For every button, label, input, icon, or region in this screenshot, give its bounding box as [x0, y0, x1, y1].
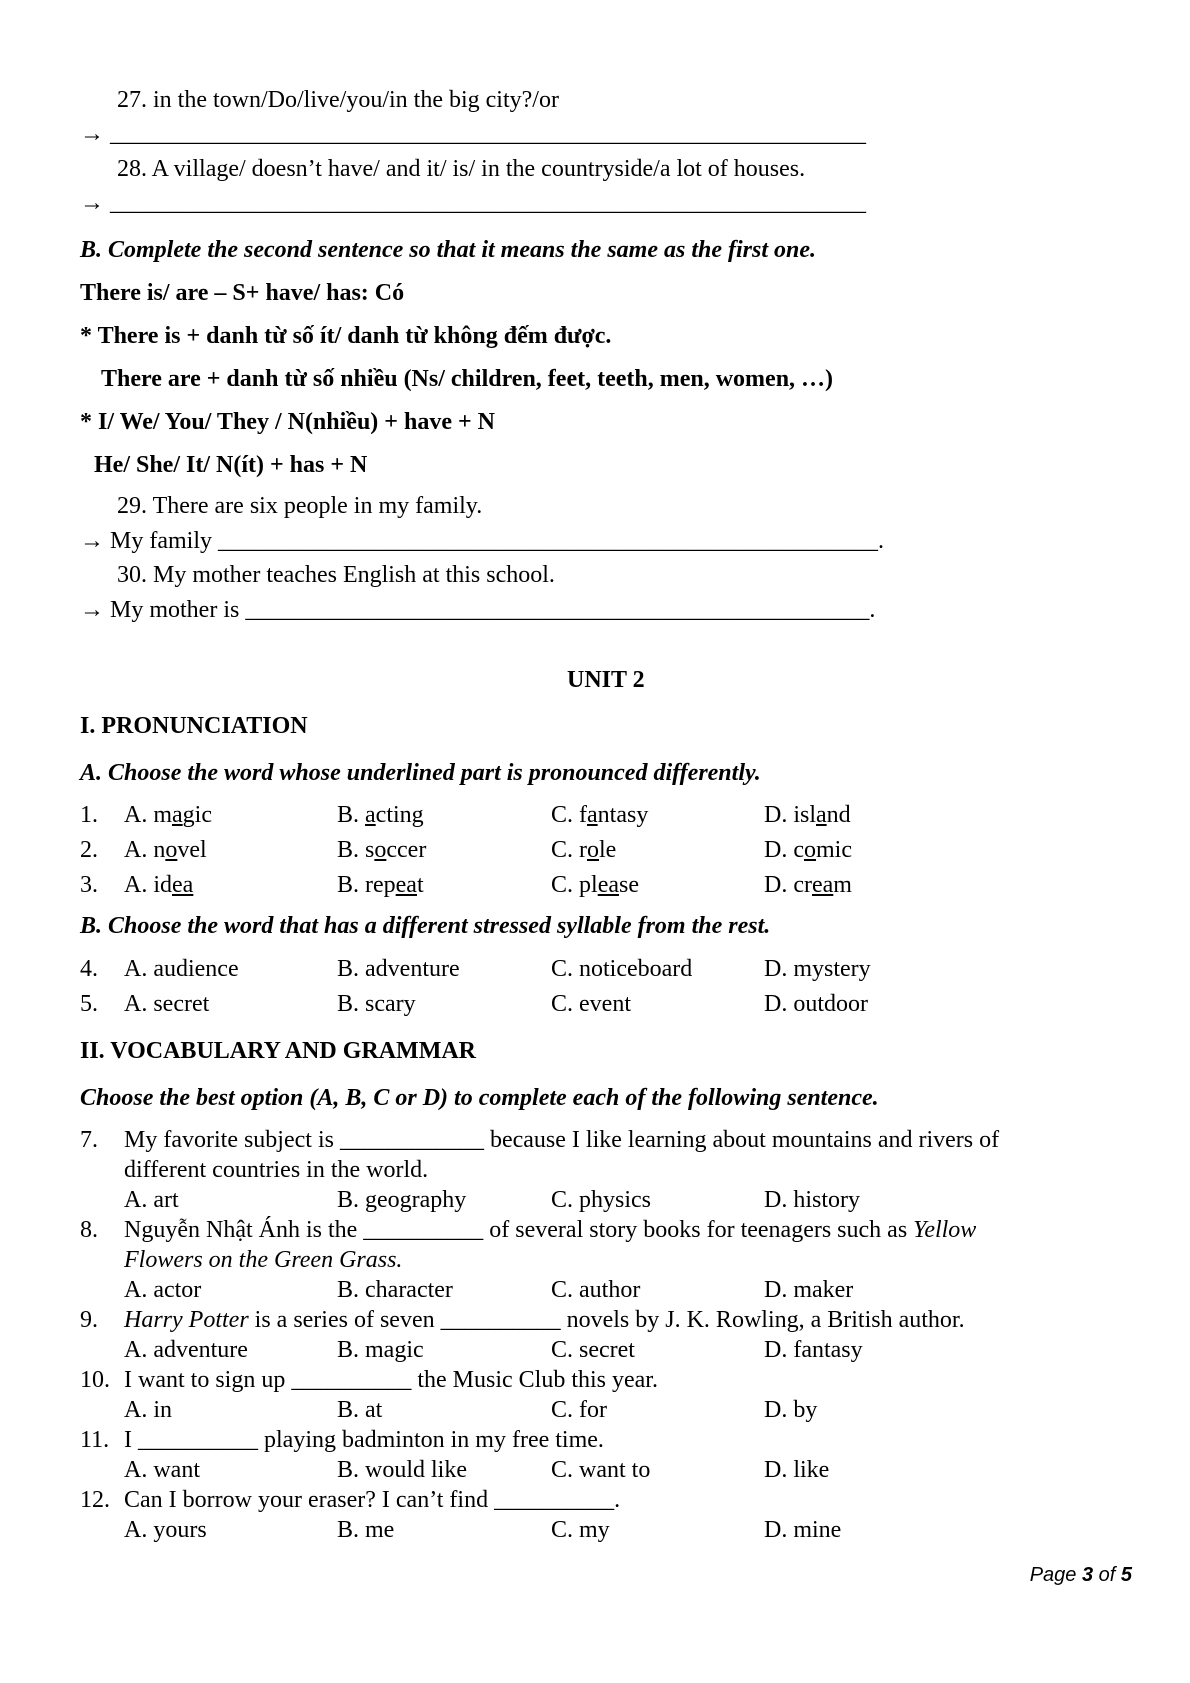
- pron-3-option-b: B. repeat: [337, 872, 424, 898]
- grammar-rule-2: * There is + danh từ số ít/ danh từ không đếm được.: [80, 323, 612, 349]
- q11-number: 11.: [80, 1427, 110, 1453]
- q12-option-d: D. mine: [764, 1517, 842, 1543]
- q8-option-b: B. character: [337, 1277, 453, 1303]
- stress-5-option-d: D. outdoor: [764, 991, 868, 1017]
- pron-2-option-b: B. soccer: [337, 837, 427, 863]
- grammar-rule-3: There are + danh từ số nhiều (Ns/ children, feet, teeth, men, women, …): [101, 366, 834, 392]
- question-29-answer-line: → My family _______________________________________________________.: [80, 528, 884, 554]
- grammar-rule-4: * I/ We/ You/ They / N(nhiều) + have + N: [80, 409, 495, 435]
- stress-4-option-b: B. adventure: [337, 956, 460, 982]
- page-number-footer: Page 3 of 5: [1029, 1564, 1132, 1586]
- q8-option-a: A. actor: [124, 1277, 202, 1303]
- pron-2-option-c: C. role: [551, 837, 617, 863]
- q8-option-c: C. author: [551, 1277, 641, 1303]
- q7-number: 7.: [80, 1127, 98, 1153]
- q7-option-d: D. history: [764, 1187, 860, 1213]
- section-b-heading: B. Complete the second sentence so that it means the same as the first one.: [80, 237, 817, 263]
- pronunciation-heading: I. PRONUNCIATION: [80, 713, 308, 739]
- stress-4-option-d: D. mystery: [764, 956, 871, 982]
- q10-number: 10.: [80, 1367, 110, 1393]
- pron-item-2-number: 2.: [80, 837, 98, 863]
- stress-5-option-c: C. event: [551, 991, 631, 1017]
- q8-text-line1: Nguyễn Nhật Ánh is the __________ of several story books for teenagers such as Yellow: [124, 1217, 977, 1243]
- stress-item-4-number: 4.: [80, 956, 98, 982]
- vocab-grammar-heading: II. VOCABULARY AND GRAMMAR: [80, 1038, 477, 1064]
- stress-4-option-a: A. audience: [124, 956, 239, 982]
- stress-item-5-number: 5.: [80, 991, 98, 1017]
- unit-title: UNIT 2: [567, 667, 645, 693]
- q11-option-d: D. like: [764, 1457, 830, 1483]
- q11-option-c: C. want to: [551, 1457, 651, 1483]
- q10-text: I want to sign up __________ the Music Club this year.: [124, 1367, 658, 1393]
- q9-text: Harry Potter is a series of seven __________ novels by J. K. Rowling, a British author.: [124, 1307, 965, 1333]
- pron-1-option-b: B. acting: [337, 802, 424, 828]
- q7-option-a: A. art: [124, 1187, 179, 1213]
- q10-option-d: D. by: [764, 1397, 818, 1423]
- q10-option-a: A. in: [124, 1397, 172, 1423]
- pron-1-option-a: A. magic: [124, 802, 212, 828]
- pron-1-option-d: D. island: [764, 802, 851, 828]
- pron-2-option-d: D. comic: [764, 837, 852, 863]
- q9-option-d: D. fantasy: [764, 1337, 863, 1363]
- q7-option-b: B. geography: [337, 1187, 467, 1213]
- grammar-rule-1: There is/ are – S+ have/ has: Có: [80, 280, 405, 306]
- question-28-answer-line: → _______________________________________________________________: [80, 190, 866, 216]
- q10-option-c: C. for: [551, 1397, 607, 1423]
- pron-3-option-a: A. idea: [124, 872, 194, 898]
- pron-3-option-d: D. cream: [764, 872, 852, 898]
- q9-option-a: A. adventure: [124, 1337, 248, 1363]
- q10-option-b: B. at: [337, 1397, 383, 1423]
- q12-text: Can I borrow your eraser? I can’t find __________.: [124, 1487, 621, 1513]
- question-30-prompt: 30. My mother teaches English at this school.: [117, 562, 555, 588]
- q7-text-line1: My favorite subject is ____________ because I like learning about mountains and rivers of: [124, 1127, 1000, 1153]
- q9-option-c: C. secret: [551, 1337, 635, 1363]
- pron-item-1-number: 1.: [80, 802, 98, 828]
- pron-3-option-c: C. please: [551, 872, 639, 898]
- q12-number: 12.: [80, 1487, 110, 1513]
- question-27-answer-line: → _______________________________________________________________: [80, 121, 866, 147]
- q7-text-line2: different countries in the world.: [124, 1157, 429, 1183]
- q11-option-a: A. want: [124, 1457, 200, 1483]
- q11-option-b: B. would like: [337, 1457, 467, 1483]
- question-29-prompt: 29. There are six people in my family.: [117, 493, 483, 519]
- question-28-prompt: 28. A village/ doesn’t have/ and it/ is/ in the countryside/a lot of houses.: [117, 156, 806, 182]
- q7-option-c: C. physics: [551, 1187, 652, 1213]
- stress-4-option-c: C. noticeboard: [551, 956, 693, 982]
- q11-text: I __________ playing badminton in my free time.: [124, 1427, 604, 1453]
- q8-text-line2: Flowers on the Green Grass.: [124, 1247, 403, 1273]
- q9-number: 9.: [80, 1307, 98, 1333]
- stress-5-option-a: A. secret: [124, 991, 210, 1017]
- part-b-heading: B. Choose the word that has a different stressed syllable from the rest.: [80, 913, 771, 939]
- pron-1-option-c: C. fantasy: [551, 802, 649, 828]
- q12-option-c: C. my: [551, 1517, 610, 1543]
- q12-option-a: A. yours: [124, 1517, 207, 1543]
- q8-option-d: D. maker: [764, 1277, 854, 1303]
- grammar-rule-5: He/ She/ It/ N(ít) + has + N: [94, 452, 368, 478]
- pron-2-option-a: A. novel: [124, 837, 207, 863]
- q8-number: 8.: [80, 1217, 98, 1243]
- stress-5-option-b: B. scary: [337, 991, 416, 1017]
- question-30-answer-line: → My mother is ____________________________________________________.: [80, 597, 876, 623]
- vocab-instruction: Choose the best option (A, B, C or D) to complete each of the following sentence.: [80, 1085, 879, 1111]
- question-27-prompt: 27. in the town/Do/live/you/in the big city?/or: [117, 87, 559, 113]
- q12-option-b: B. me: [337, 1517, 395, 1543]
- part-a-heading: A. Choose the word whose underlined part is pronounced differently.: [80, 760, 761, 786]
- q9-option-b: B. magic: [337, 1337, 424, 1363]
- pron-item-3-number: 3.: [80, 872, 98, 898]
